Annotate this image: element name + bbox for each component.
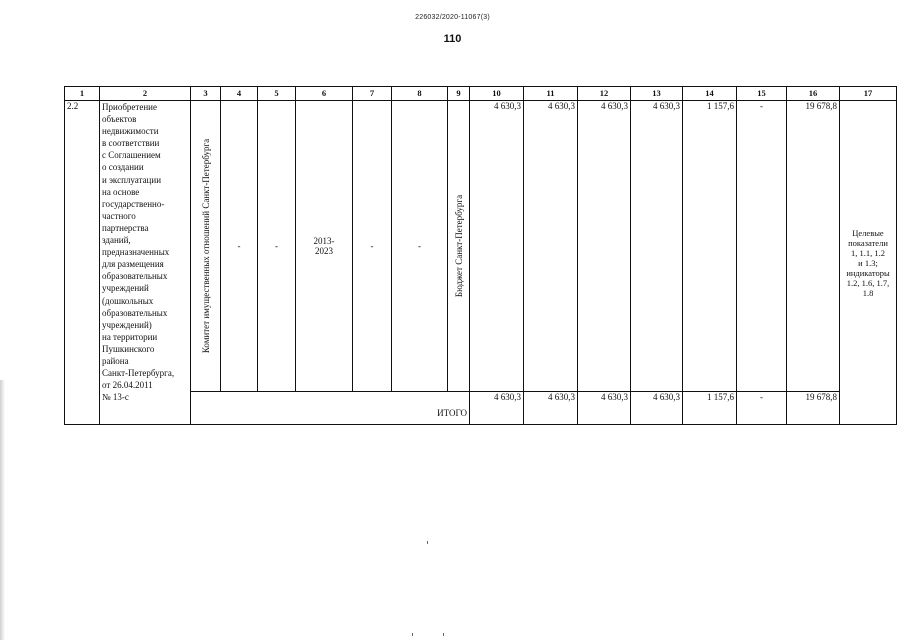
total-label: ИТОГО <box>437 407 467 418</box>
value-col13: 4 630,3 <box>631 101 683 392</box>
table-row <box>65 101 897 392</box>
col-number: 9 <box>448 87 470 101</box>
targets-line: Целевые <box>852 227 884 238</box>
value-col12: 4 630,3 <box>578 101 631 392</box>
targets-line: 1, 1.1, 1.2 <box>851 247 885 258</box>
measure-name-line: и эксплуатации <box>102 174 162 185</box>
measure-name-line: на территории <box>102 331 158 342</box>
scan-speck <box>443 633 444 636</box>
measure-name-line: партнерства <box>102 222 149 233</box>
value-col16: 19 678,8 <box>787 101 840 392</box>
executor-cell <box>191 101 221 392</box>
funding-source-cell <box>448 101 470 392</box>
targets-line: 1.2, 1.6, 1.7, <box>846 277 890 288</box>
measure-name-line: с Соглашением <box>102 150 161 161</box>
row-index: 2.2 <box>65 101 100 425</box>
targets-line: 1.8 <box>862 287 874 298</box>
targets-line: и 1.3; <box>858 257 878 268</box>
col7-cell: - <box>353 101 392 392</box>
measure-name-line: о создании <box>102 162 144 173</box>
measure-name-line: от 26.04.2011 <box>102 380 153 391</box>
total-col13: 4 630,3 <box>631 392 683 425</box>
total-col14: 1 157,6 <box>683 392 737 425</box>
measure-name-line: частного <box>102 210 136 221</box>
col-number: 10 <box>470 87 524 101</box>
total-label-cell <box>191 392 470 425</box>
value-col10: 4 630,3 <box>470 101 524 392</box>
total-col16: 19 678,8 <box>787 392 840 425</box>
funding-source-text: Бюджет Санкт-Петербурга <box>453 194 464 298</box>
measure-name-line: (дошкольных <box>102 295 154 306</box>
total-col11: 4 630,3 <box>524 392 578 425</box>
measure-name-line: района <box>102 355 129 366</box>
value-col11: 4 630,3 <box>524 101 578 392</box>
measure-name-line: образовательных <box>102 271 168 282</box>
col-number: 16 <box>787 87 840 101</box>
measure-name-line: учреждений <box>102 283 149 294</box>
scan-speck <box>427 541 428 544</box>
period-cell <box>296 101 353 392</box>
col4-cell: - <box>221 101 258 392</box>
col-number: 5 <box>258 87 296 101</box>
period-end: 2023 <box>315 246 333 256</box>
col-number: 2 <box>100 87 191 101</box>
col-number: 1 <box>65 87 100 101</box>
measure-name-line: образовательных <box>102 307 168 318</box>
scan-shadow <box>0 380 5 640</box>
measure-name-line: Пушкинского <box>102 343 155 354</box>
measure-name-line: Приобретение <box>102 102 157 112</box>
col-number: 7 <box>353 87 392 101</box>
measure-name-line: недвижимости <box>102 126 159 137</box>
col-number: 13 <box>631 87 683 101</box>
document-id: 226032/2020-11067(3) <box>415 14 490 21</box>
measure-name-line: в соответствии <box>102 138 160 149</box>
total-col12: 4 630,3 <box>578 392 631 425</box>
measure-name-line: Санкт-Петербурга, <box>102 368 175 379</box>
col-number: 14 <box>683 87 737 101</box>
total-col10: 4 630,3 <box>470 392 524 425</box>
measure-name-line: зданий, <box>102 235 131 246</box>
col-number: 11 <box>524 87 578 101</box>
measure-name-line: для размещения <box>102 259 164 270</box>
col-number: 12 <box>578 87 631 101</box>
page-number: 110 <box>443 33 462 45</box>
executor-text: Комитет имущественных отношений Санкт-Петербурга <box>200 138 211 354</box>
scan-speck <box>412 633 413 636</box>
col-number: 6 <box>296 87 353 101</box>
col-number: 15 <box>737 87 787 101</box>
col5-cell: - <box>258 101 296 392</box>
targets-line: индикаторы <box>846 267 890 278</box>
measure-name-line: учреждений) <box>102 319 152 330</box>
targets-cell <box>840 101 897 425</box>
period-start: 2013- <box>313 235 335 246</box>
program-table <box>64 86 897 425</box>
measure-name-line: № 13-с <box>102 392 129 403</box>
col-number: 8 <box>392 87 448 101</box>
measure-name-line: предназначенных <box>102 247 170 258</box>
measure-name-line: объектов <box>102 114 137 125</box>
measure-name-line: на основе <box>102 186 140 197</box>
measure-name <box>100 101 191 425</box>
col-number: 4 <box>221 87 258 101</box>
targets-line: показатели <box>848 237 888 248</box>
value-col14: 1 157,6 <box>683 101 737 392</box>
measure-name-line: государственно- <box>102 198 165 209</box>
total-col15: - <box>737 392 787 425</box>
col-number: 17 <box>840 87 897 101</box>
col-number: 3 <box>191 87 221 101</box>
value-col15: - <box>737 101 787 392</box>
col8-cell: - <box>392 101 448 392</box>
column-number-row <box>65 87 897 101</box>
